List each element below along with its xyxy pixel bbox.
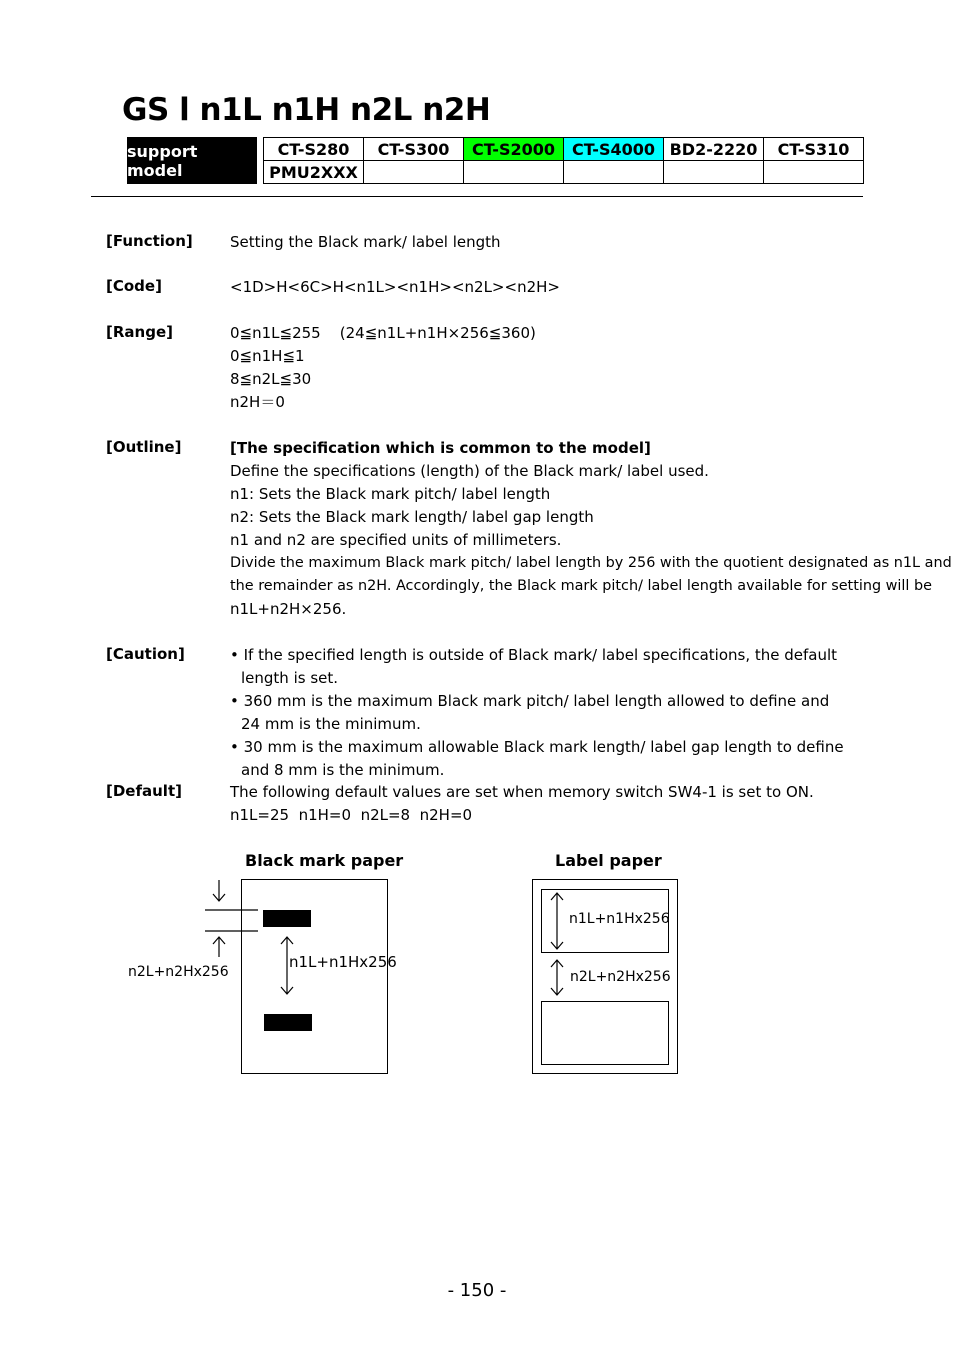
- caution-bullet: • 360 mm is the maximum Black mark pitch/ label length allowed to define and 24 mm is the minimum.: [230, 692, 830, 733]
- outline-line: the remainder as n2H. Accordingly, the Black mark pitch/ label length available for setting will be: [230, 578, 932, 594]
- model-cell: CT-S300: [364, 138, 464, 161]
- code-label: [Code]: [106, 277, 162, 295]
- outline-heading: [The specification which is common to the model]: [230, 439, 651, 457]
- caution-bullet: • If the specified length is outside of Black mark/ label specifications, the default length is set.: [230, 646, 838, 687]
- model-cell: BD2-2220: [664, 138, 764, 161]
- range-label: [Range]: [106, 323, 173, 341]
- default-line: n1L=25 n1H=0 n2L=8 n2H=0: [230, 806, 473, 824]
- range-line: 8≦n2L≦30: [230, 370, 312, 388]
- function-label: [Function]: [106, 232, 193, 250]
- default-line: The following default values are set when memory switch SW4-1 is set to ON.: [230, 783, 814, 801]
- outline-line: Define the specifications (length) of the Black mark/ label used.: [230, 462, 709, 480]
- outline-label: [Outline]: [106, 438, 182, 456]
- outline-line: n1L+n2H×256.: [230, 600, 347, 618]
- model-cell: PMU2XXX: [264, 161, 364, 184]
- page-number: - 150 -: [447, 1280, 507, 1301]
- support-model-label: support model: [127, 137, 257, 184]
- model-cell: CT-S280: [264, 138, 364, 161]
- outline-line: n1 and n2 are specified units of millimeters.: [230, 531, 562, 549]
- outline-line: n1: Sets the Black mark pitch/ label length: [230, 485, 551, 503]
- range-line: 0≦n1H≦1: [230, 347, 305, 365]
- model-cell: CT-S310: [764, 138, 864, 161]
- range-line: 0≦n1L≦255 (24≦n1L+n1H×256≦360): [230, 324, 536, 342]
- black-mark-diagram-title: Black mark paper: [245, 851, 404, 870]
- range-line: n2H＝0: [230, 393, 285, 411]
- page-title: GS l n1L n1H n2L n2H: [122, 92, 491, 128]
- model-cell-highlight-green: CT-S2000: [464, 138, 564, 161]
- outline-line: Divide the maximum Black mark pitch/ label length by 256 with the quotient designated as n1L and: [230, 555, 952, 571]
- caution-label: [Caution]: [106, 645, 185, 663]
- black-mark-length-label: n2L+n2Hx256: [128, 964, 229, 980]
- model-cell-highlight-cyan: CT-S4000: [564, 138, 664, 161]
- label-gap-label: n2L+n2Hx256: [570, 969, 671, 985]
- function-text: Setting the Black mark/ label length: [230, 233, 501, 251]
- caution-bullet: • 30 mm is the maximum allowable Black mark length/ label gap length to define and 8 mm is the minimum.: [230, 738, 844, 779]
- code-text: <1D>H<6C>H<n1L><n1H><n2L><n2H>: [230, 278, 560, 296]
- black-mark-pitch-label: n1L+n1Hx256: [289, 953, 397, 971]
- label-pitch-label: n1L+n1Hx256: [569, 911, 670, 927]
- default-label: [Default]: [106, 782, 182, 800]
- outline-line: n2: Sets the Black mark length/ label gap length: [230, 508, 594, 526]
- label-paper-diagram-title: Label paper: [555, 851, 662, 870]
